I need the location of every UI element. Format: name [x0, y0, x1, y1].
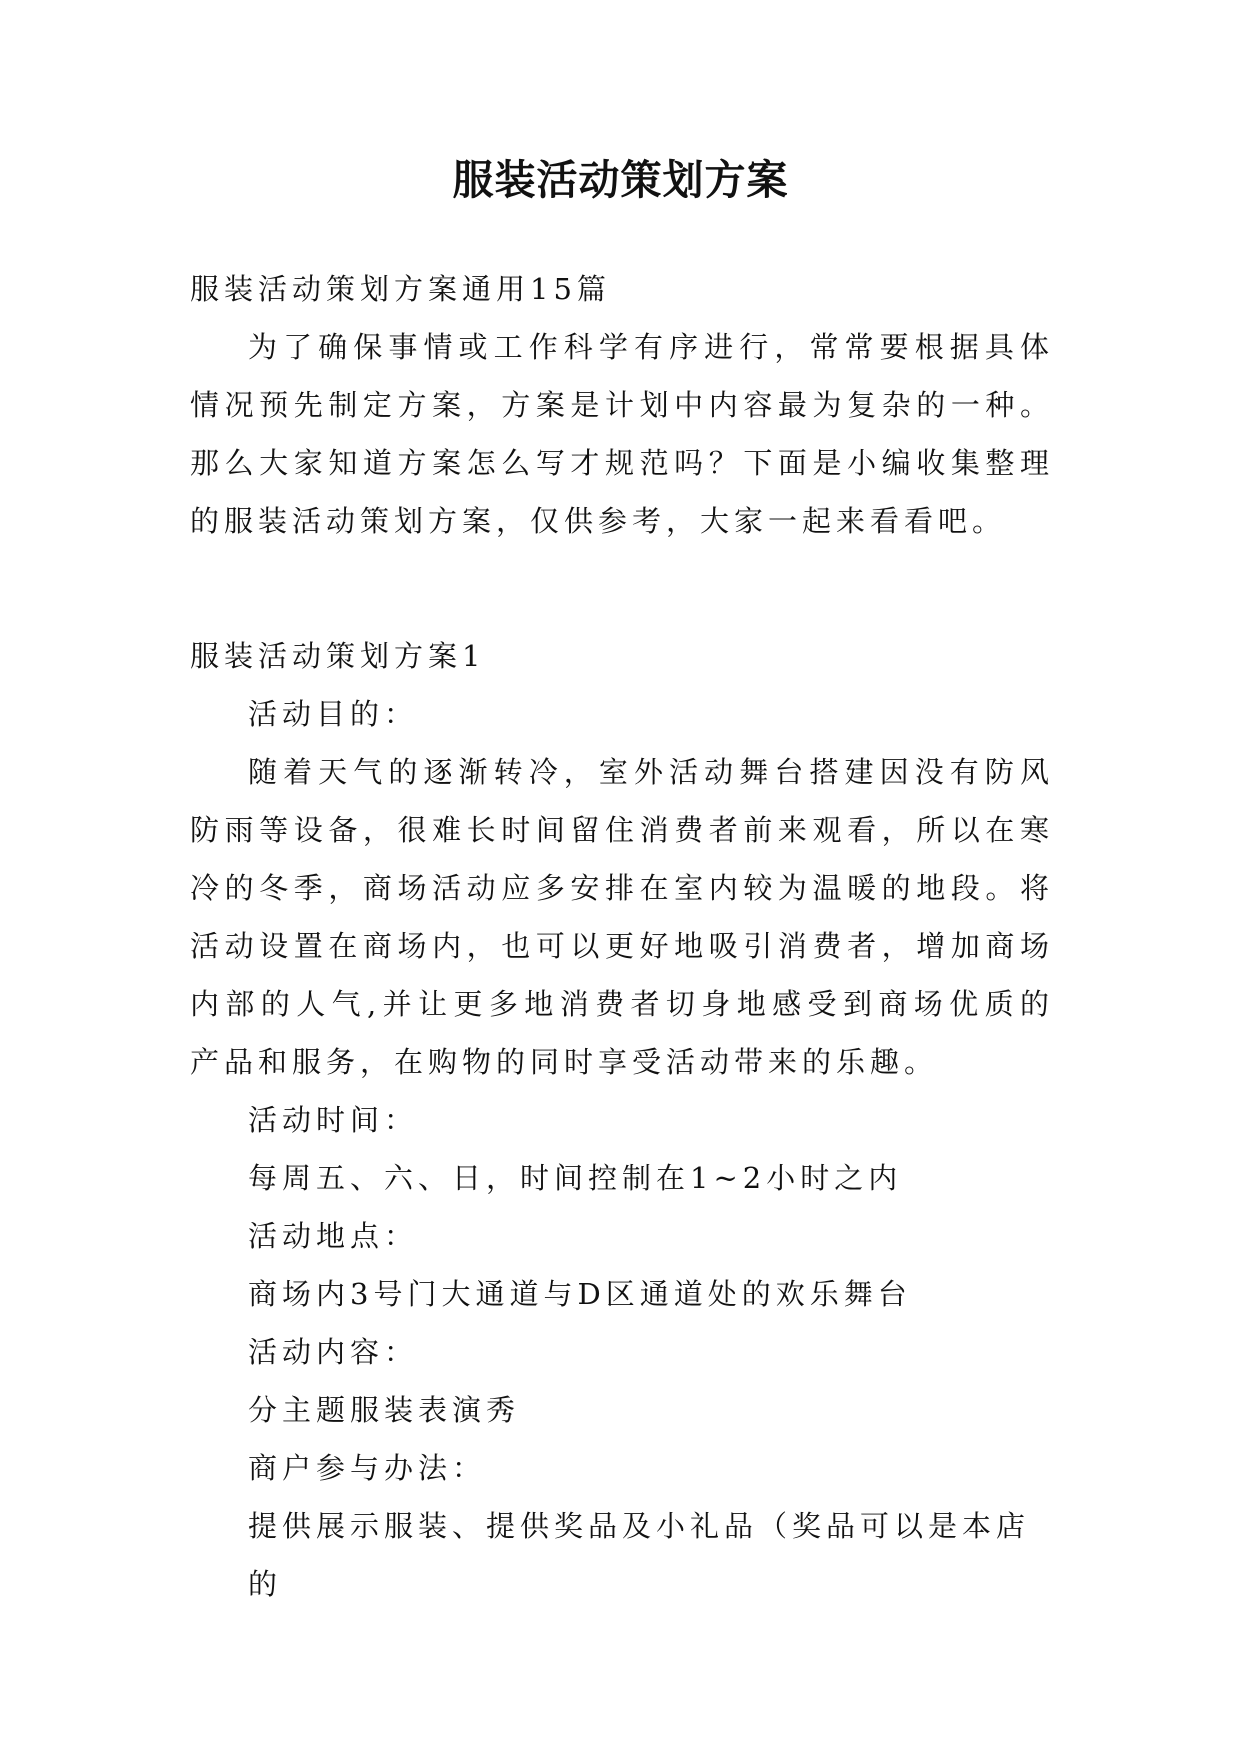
merchant-label: 商户参与办法：: [248, 1451, 487, 1485]
purpose-paragraph: 随着天气的逐渐转冷，室外活动舞台搭建因没有防风防雨等设备，很难长时间留住消费者前来观看，所以在寒冷的冬季，商场活动应多安排在室内较为温暖的地段。将活动设置在商场内，也可以更好地吸引消费者，增加商场内部的人气,并让更多地消费者切身地感受到商场优质的产品和服务，在购物的同时享受活动带来的乐趣。: [190, 755, 1054, 1079]
section-1: [190, 627, 1054, 1613]
section-1-heading: 服装活动策划方案1: [190, 639, 486, 673]
content-text: 分主题服装表演秀: [248, 1393, 521, 1427]
place-text: 商场内3号门大通道与D区通道处的欢乐舞台: [248, 1277, 912, 1311]
purpose-label: 活动目的：: [248, 697, 419, 731]
place-label: 活动地点：: [248, 1219, 419, 1253]
intro-paragraph: 为了确保事情或工作科学有序进行，常常要根据具体情况预先制定方案，方案是计划中内容最为复杂的一种。那么大家知道方案怎么写才规范吗？下面是小编收集整理的服装活动策划方案，仅供参考，大家一起来看看吧。: [190, 330, 1054, 538]
document-subtitle: 服装活动策划方案通用15篇: [190, 272, 611, 306]
merchant-text: 提供展示服装、提供奖品及小礼品（奖品可以是本店的: [248, 1509, 1031, 1601]
time-text: 每周五、六、日，时间控制在1~2小时之内: [248, 1161, 903, 1195]
time-label: 活动时间：: [248, 1103, 419, 1137]
intro-block: [190, 260, 1054, 550]
document-title: 服装活动策划方案: [452, 156, 789, 204]
content-label: 活动内容：: [248, 1335, 419, 1369]
